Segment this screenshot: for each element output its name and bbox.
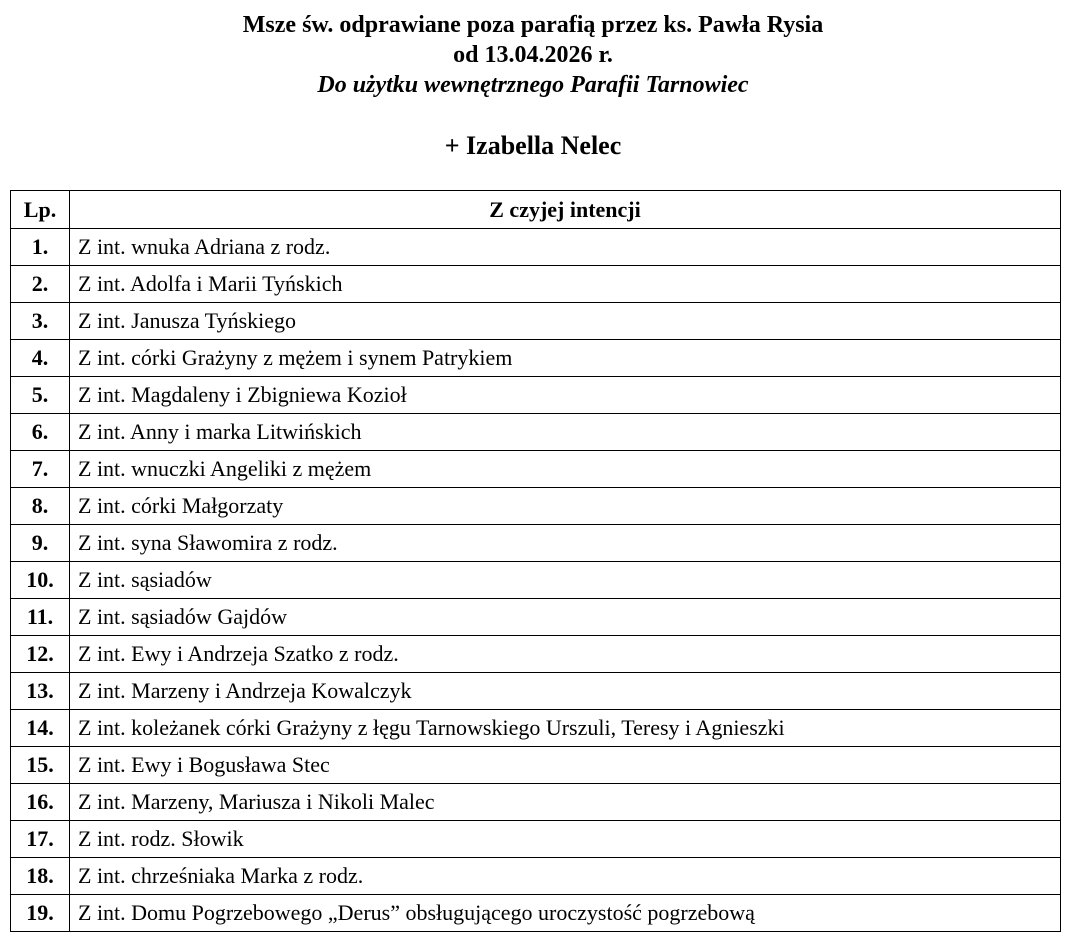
table-row [11, 488, 1061, 525]
table-row [11, 377, 1061, 414]
row-intention: Z int. syna Sławomira z rodz. [70, 525, 1061, 562]
table-row [11, 414, 1061, 451]
row-number: 9. [11, 525, 70, 562]
table-row [11, 784, 1061, 821]
table-row [11, 303, 1061, 340]
row-number: 2. [11, 266, 70, 303]
table-row [11, 340, 1061, 377]
deceased-name: + Izabella Nelec [444, 131, 622, 160]
table-row [11, 599, 1061, 636]
table-row [11, 858, 1061, 895]
row-number: 5. [11, 377, 70, 414]
row-intention: Z int. rodz. Słowik [70, 821, 1061, 858]
row-intention: Z int. Ewy i Andrzeja Szatko z rodz. [70, 636, 1061, 673]
row-number: 11. [11, 599, 70, 636]
title-line-2: od 13.04.2026 r. [453, 42, 613, 68]
row-number: 4. [11, 340, 70, 377]
table-row [11, 636, 1061, 673]
table-row [11, 562, 1061, 599]
row-number: 17. [11, 821, 70, 858]
row-intention: Z int. wnuczki Angeliki z mężem [70, 451, 1061, 488]
row-number: 8. [11, 488, 70, 525]
row-intention: Z int. Domu Pogrzebowego „Derus” obsługującego uroczystość pogrzebową [70, 895, 1061, 932]
table-header-row [11, 191, 1061, 229]
row-intention: Z int. Marzeny i Andrzeja Kowalczyk [70, 673, 1061, 710]
title-line-1: Msze św. odprawiane poza parafią przez ks. Pawła Rysia [242, 12, 824, 38]
table-row [11, 525, 1061, 562]
row-number: 7. [11, 451, 70, 488]
document-header [0, 10, 1066, 100]
row-number: 14. [11, 710, 70, 747]
table-body [11, 229, 1061, 932]
row-number: 12. [11, 636, 70, 673]
row-number: 1. [11, 229, 70, 266]
row-number: 6. [11, 414, 70, 451]
row-number: 16. [11, 784, 70, 821]
row-intention: Z int. córki Grażyny z mężem i synem Patrykiem [70, 340, 1061, 377]
intentions-table [10, 190, 1061, 932]
row-intention: Z int. Magdaleny i Zbigniewa Kozioł [70, 377, 1061, 414]
table-row [11, 266, 1061, 303]
header-number: Lp. [11, 191, 70, 229]
table-row [11, 673, 1061, 710]
row-number: 19. [11, 895, 70, 932]
table-row [11, 710, 1061, 747]
header-intention: Z czyjej intencji [70, 191, 1061, 229]
row-number: 18. [11, 858, 70, 895]
row-intention: Z int. Marzeny, Mariusza i Nikoli Malec [70, 784, 1061, 821]
row-number: 3. [11, 303, 70, 340]
table-row [11, 821, 1061, 858]
row-intention: Z int. córki Małgorzaty [70, 488, 1061, 525]
row-intention: Z int. Ewy i Bogusława Stec [70, 747, 1061, 784]
row-intention: Z int. Anny i marka Litwińskich [70, 414, 1061, 451]
table-row [11, 895, 1061, 932]
row-intention: Z int. sąsiadów [70, 562, 1061, 599]
subtitle: Do użytku wewnętrznego Parafii Tarnowiec [317, 72, 749, 98]
row-intention: Z int. koleżanek córki Grażyny z łęgu Tarnowskiego Urszuli, Teresy i Agnieszki [70, 710, 1061, 747]
table-row [11, 747, 1061, 784]
table-row [11, 451, 1061, 488]
row-number: 15. [11, 747, 70, 784]
row-intention: Z int. Adolfa i Marii Tyńskich [70, 266, 1061, 303]
row-intention: Z int. sąsiadów Gajdów [70, 599, 1061, 636]
table-row [11, 229, 1061, 266]
row-intention: Z int. chrześniaka Marka z rodz. [70, 858, 1061, 895]
row-number: 10. [11, 562, 70, 599]
row-intention: Z int. Janusza Tyńskiego [70, 303, 1061, 340]
row-number: 13. [11, 673, 70, 710]
row-intention: Z int. wnuka Adriana z rodz. [70, 229, 1061, 266]
